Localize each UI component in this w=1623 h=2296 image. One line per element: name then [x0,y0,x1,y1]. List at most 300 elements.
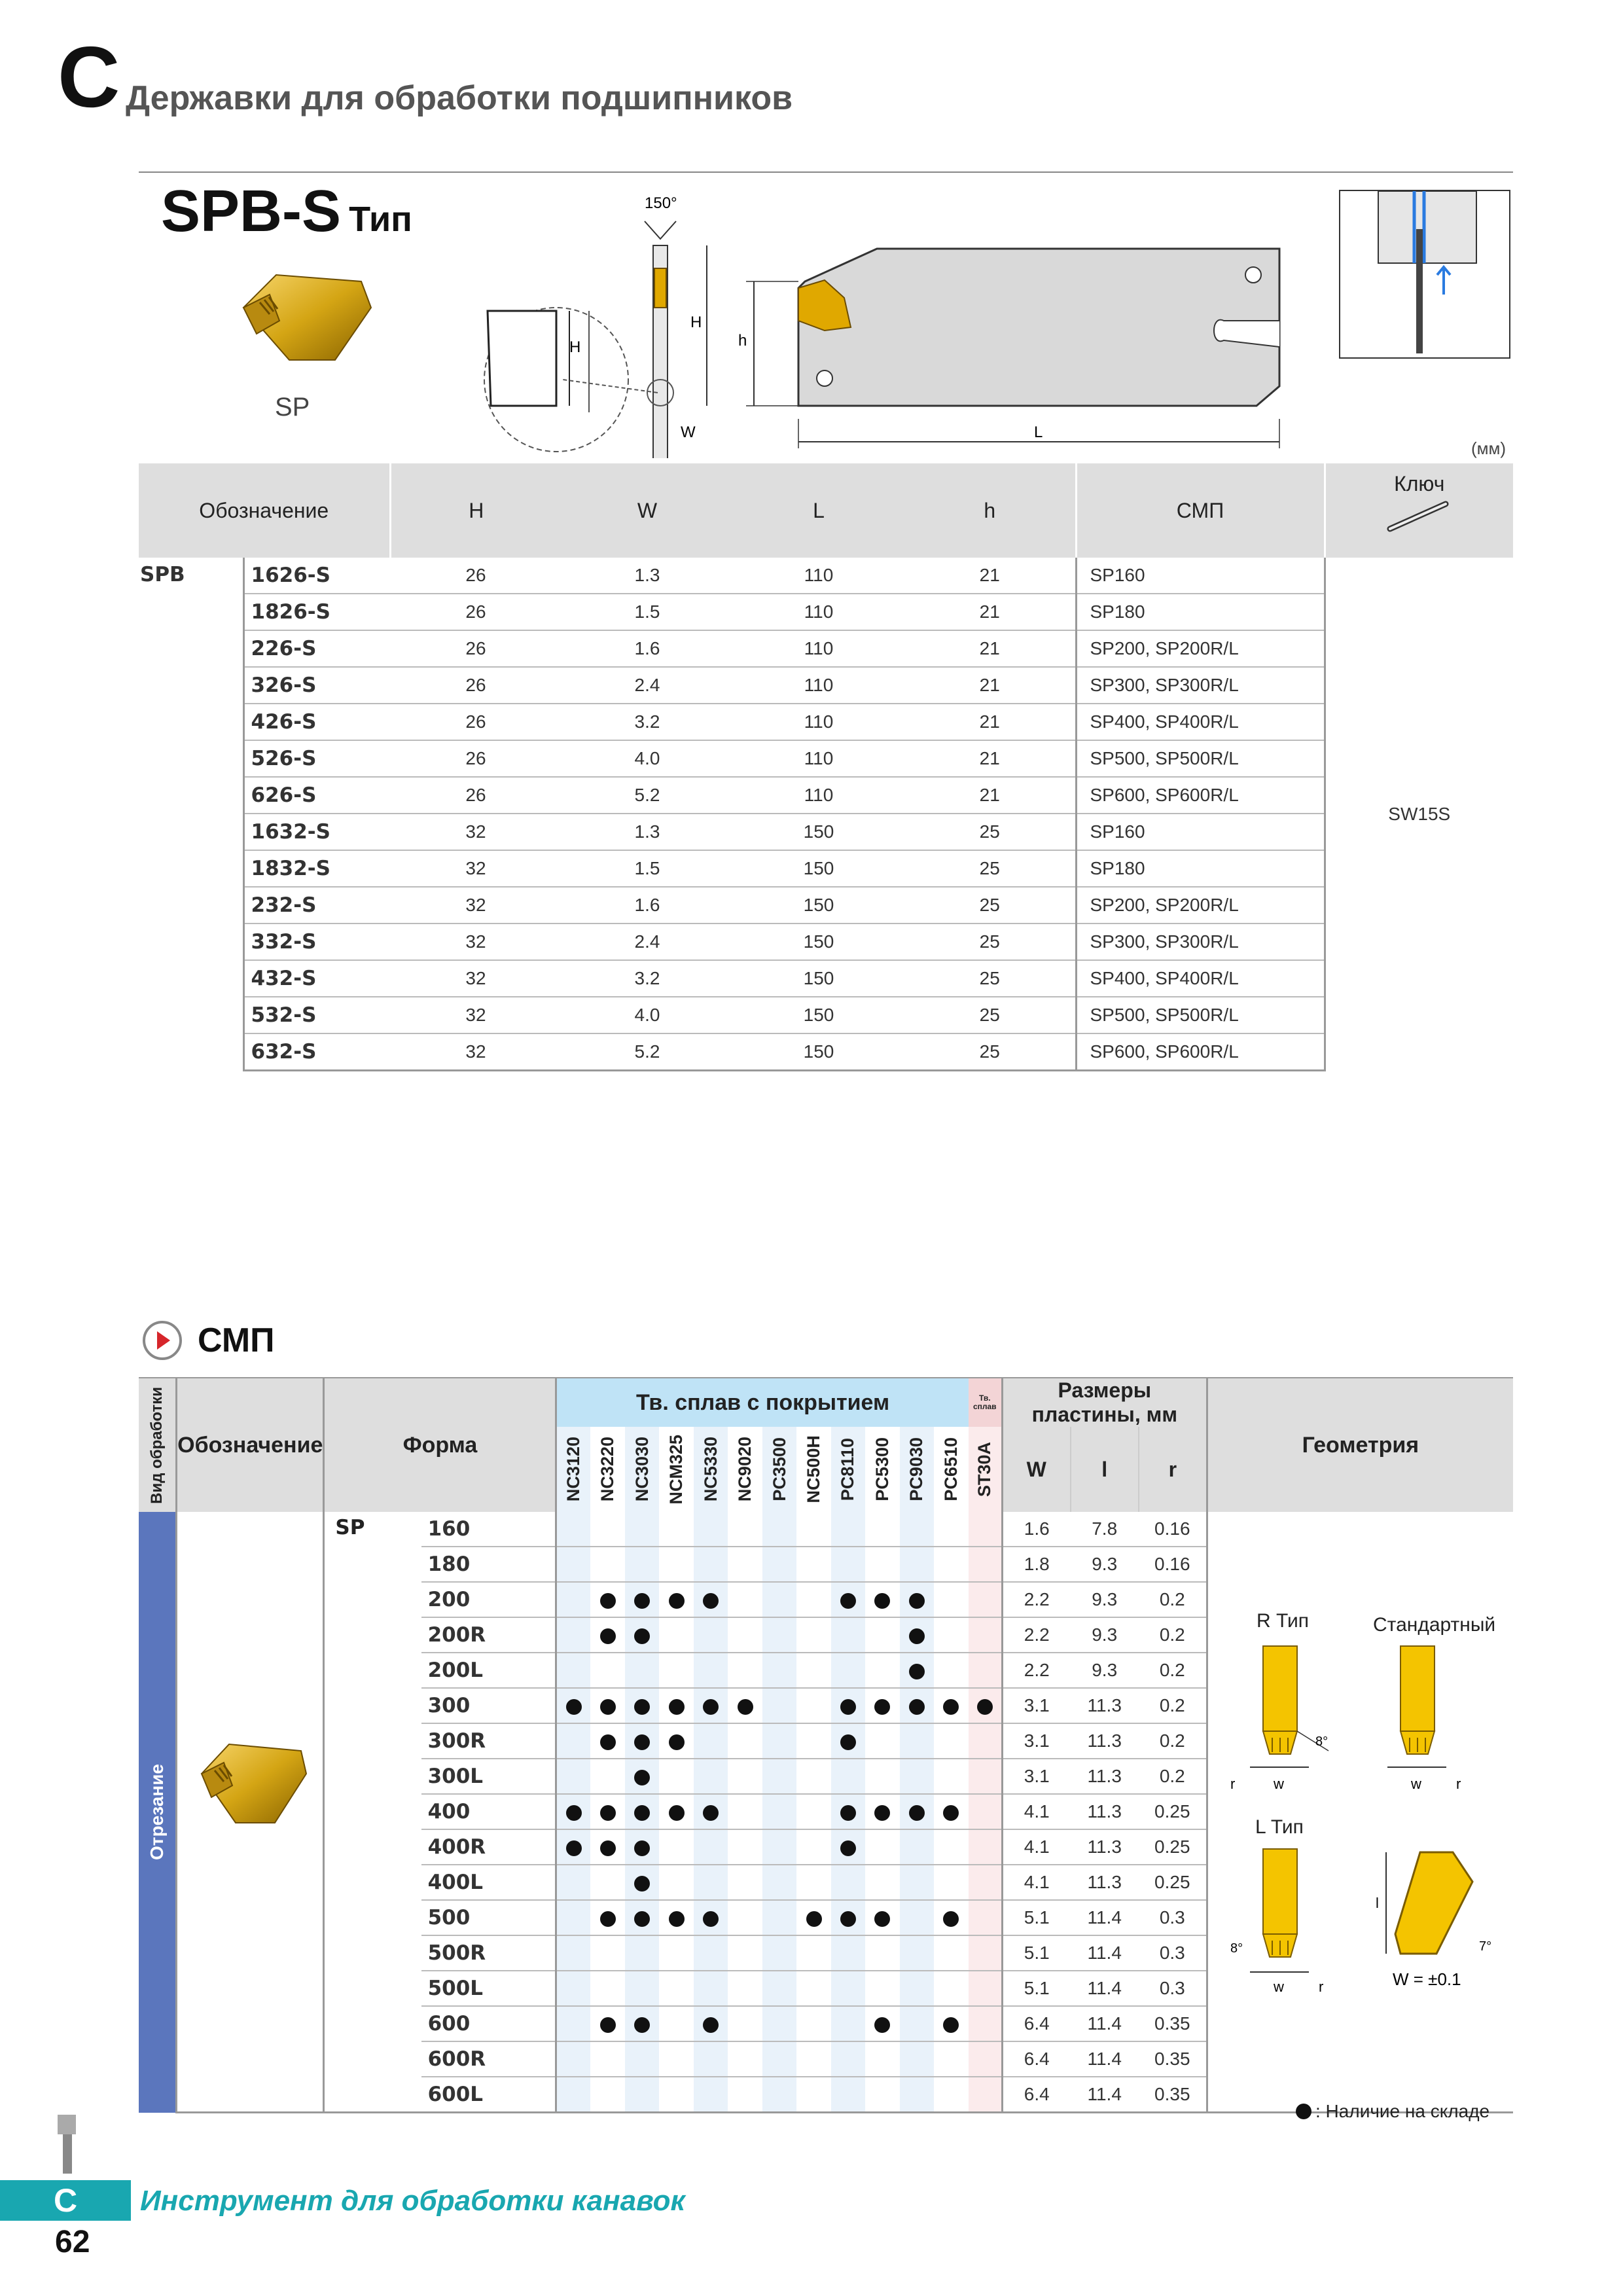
cell-dim-r: 0.2 [1139,1759,1207,1794]
grade-cell [728,1971,762,2006]
grade-cell [625,1688,659,1723]
in-stock-dot-icon [738,1699,753,1715]
cell-smp: SP300, SP300R/L [1076,667,1325,704]
col-dim-l: l [1071,1427,1139,1512]
in-stock-dot-icon [600,1699,616,1715]
grade-cell [900,1512,934,1547]
in-stock-dot-icon [634,1805,650,1821]
grade-cell [590,2041,624,2077]
grade-cell [934,1759,968,1794]
in-stock-dot-icon [634,1699,650,1715]
grade-cell [625,1653,659,1688]
grade-col [590,1427,624,1512]
grade-cell [831,1829,865,1865]
grade-cell [590,2077,624,2113]
grade-cell [728,2006,762,2041]
grade-label: ST30A [974,1441,995,1498]
in-stock-dot-icon [703,1699,719,1715]
geo-w1: w [1274,1776,1284,1792]
in-stock-dot-icon [840,1593,856,1609]
cell-smp: SP160 [1076,814,1325,850]
key-icon [1383,496,1455,535]
grade-cell [796,1971,830,2006]
grade-col [556,1427,590,1512]
in-stock-dot-icon [703,1805,719,1821]
grade-cell [659,2077,693,2113]
cell-H: 32 [390,887,562,924]
grade-label: NC3030 [632,1437,652,1502]
cell-W: 1.5 [562,850,733,887]
grade-cell [694,2077,728,2113]
holder-row [139,630,1513,667]
grade-cell [831,1653,865,1688]
cell-W: 3.2 [562,704,733,740]
cell-smp: SP180 [1076,594,1325,630]
cell-L: 150 [733,887,904,924]
grade-cell [796,1547,830,1582]
grade-cell [762,1971,796,2006]
grade-cell [590,2006,624,2041]
grade-cell [659,1865,693,1900]
grade-cell [969,1582,1003,1617]
grade-cell [659,1688,693,1723]
col-process-label: Вид обработки [148,1386,166,1504]
grade-label: NC5330 [700,1437,721,1502]
grade-cell [969,2041,1003,2077]
holder-row [139,667,1513,704]
grade-cell [831,1512,865,1547]
grade-cell [934,1935,968,1971]
cell-dim-W: 4.1 [1002,1829,1070,1865]
in-stock-dot-icon [634,2017,650,2033]
product-type-word: Тип [349,200,412,239]
cell-L: 150 [733,814,904,850]
grade-cell [625,1723,659,1759]
grade-cell [900,1582,934,1617]
grade-cell [934,1900,968,1935]
grade-cell [694,2041,728,2077]
grade-cell [831,1865,865,1900]
holder-row [139,850,1513,887]
cell-smp: SP500, SP500R/L [1076,740,1325,777]
in-stock-dot-icon [600,1805,616,1821]
grade-cell [831,1688,865,1723]
grade-cell [831,2077,865,2113]
grade-col [796,1427,830,1512]
holder-row [139,594,1513,630]
cell-dim-l: 11.4 [1071,2041,1139,2077]
col-designation2: Обозначение [177,1378,324,1512]
grade-cell [900,1688,934,1723]
cell-dim-r: 0.2 [1139,1617,1207,1653]
grade-col [900,1427,934,1512]
insert-code: 600R [421,2041,556,2077]
insert-code: 500 [421,1900,556,1935]
grade-cell [762,1653,796,1688]
grade-cell [659,1617,693,1653]
in-stock-dot-icon [669,1734,685,1750]
insert-code: 180 [421,1547,556,1582]
cell-L: 110 [733,558,904,594]
cell-dim-r: 0.3 [1139,1935,1207,1971]
in-stock-dot-icon [840,1734,856,1750]
grade-cell [590,1865,624,1900]
shape-insert-image [190,1734,308,1833]
grade-cell [900,1653,934,1688]
insert-code: 200L [421,1653,556,1688]
grade-cell [934,1794,968,1829]
col-smp: СМП [1076,463,1325,558]
holder-code: 1826-S [243,594,390,630]
cell-H: 32 [390,850,562,887]
holder-row [139,777,1513,814]
grade-cell [556,1547,590,1582]
grade-cell [900,2077,934,2113]
legend-text: : Наличие на складе [1315,2101,1490,2121]
insert-code-label: SP [275,393,310,422]
series-code: SPB [140,563,185,586]
in-stock-dot-icon [874,1805,890,1821]
grade-cell [969,1971,1003,2006]
grade-cell [900,1935,934,1971]
cell-smp: SP200, SP200R/L [1076,887,1325,924]
cell-h: 21 [904,704,1076,740]
grade-cell [865,1759,899,1794]
insert-code: 600L [421,2077,556,2113]
cell-dim-W: 2.2 [1002,1617,1070,1653]
header-rule [139,171,1513,173]
grade-cell [625,1794,659,1829]
cell-L: 150 [733,850,904,887]
cell-dim-r: 0.2 [1139,1688,1207,1723]
holder-code: 1832-S [243,850,390,887]
in-stock-dot-icon [669,1911,685,1927]
grade-cell [900,1829,934,1865]
cell-dim-r: 0.25 [1139,1865,1207,1900]
grade-col [659,1427,693,1512]
holder-code: 426-S [243,704,390,740]
cell-dim-W: 6.4 [1002,2006,1070,2041]
grade-cell [590,1971,624,2006]
grade-cell [625,1512,659,1547]
dim-L-label: L [1034,423,1043,441]
cell-dim-l: 11.3 [1071,1688,1139,1723]
cell-H: 26 [390,777,562,814]
cell-L: 150 [733,924,904,960]
cell-dim-l: 9.3 [1071,1617,1139,1653]
grade-cell [969,1547,1003,1582]
in-stock-dot-icon [600,1628,616,1644]
grade-col [865,1427,899,1512]
cell-smp: SP400, SP400R/L [1076,960,1325,997]
grade-cell [934,2041,968,2077]
grade-cell [831,1617,865,1653]
grade-cell [590,1723,624,1759]
grade-cell [865,1794,899,1829]
grade-cell [659,1900,693,1935]
grade-label: NCM325 [666,1434,687,1505]
cell-dim-l: 11.3 [1071,1759,1139,1794]
grade-cell [865,2041,899,2077]
grade-cell [625,1759,659,1794]
process-bar [139,1512,177,2113]
in-stock-dot-icon [703,1593,719,1609]
cell-W: 4.0 [562,740,733,777]
dim-W-label: W [681,423,696,441]
grade-cell [556,1865,590,1900]
grade-cell [865,1723,899,1759]
cell-h: 25 [904,997,1076,1033]
cell-h: 21 [904,667,1076,704]
grade-cell [900,1723,934,1759]
cell-dim-r: 0.35 [1139,2041,1207,2077]
cell-H: 32 [390,814,562,850]
grade-cell [934,1723,968,1759]
in-stock-dot-icon [600,1911,616,1927]
grade-cell [900,1865,934,1900]
grade-cell [556,1512,590,1547]
geo-l: l [1376,1895,1379,1911]
grade-cell [762,1759,796,1794]
holder-row [139,740,1513,777]
grade-cell [796,1582,830,1617]
grade-cell [694,2006,728,2041]
holder-code: 1626-S [243,558,390,594]
grade-cell [556,1900,590,1935]
grade-label: NC3120 [563,1437,584,1502]
in-stock-dot-icon [669,1699,685,1715]
grade-cell [796,1900,830,1935]
cell-H: 32 [390,997,562,1033]
grade-cell [865,1935,899,1971]
dim-H-label: H [690,314,702,331]
in-stock-dot-icon [840,1805,856,1821]
grade-cell [934,1971,968,2006]
cell-dim-r: 0.35 [1139,2077,1207,2113]
grade-cell [934,1688,968,1723]
grade-cell [659,1512,693,1547]
cell-h: 21 [904,558,1076,594]
grade-cell [659,2006,693,2041]
in-stock-dot-icon [669,1593,685,1609]
grade-cell [556,1723,590,1759]
grade-cell [694,1688,728,1723]
grade-cell [762,1829,796,1865]
geo-bottom-drawings [1224,1842,1512,2003]
grade-cell [625,1900,659,1935]
grade-cell [659,1547,693,1582]
grade-cell [728,2077,762,2113]
grade-col [728,1427,762,1512]
cell-smp: SP300, SP300R/L [1076,924,1325,960]
holder-row [139,997,1513,1033]
cell-h: 25 [904,814,1076,850]
grade-cell [556,1971,590,2006]
cell-dim-r: 0.2 [1139,1582,1207,1617]
holder-code: 1632-S [243,814,390,850]
cell-dim-r: 0.35 [1139,2006,1207,2041]
cell-h: 21 [904,594,1076,630]
key-label: Ключ [1394,472,1445,495]
grade-cell [762,1512,796,1547]
in-stock-dot-icon [840,1699,856,1715]
cell-dim-l: 11.4 [1071,1971,1139,2006]
grade-col [934,1427,968,1512]
cell-L: 110 [733,777,904,814]
grade-cell [556,1688,590,1723]
holder-code: 632-S [243,1033,390,1071]
grade-cell [969,1723,1003,1759]
grade-cell [694,1512,728,1547]
cell-h: 21 [904,630,1076,667]
cell-h: 21 [904,777,1076,814]
geo-r-type: R Тип [1257,1610,1310,1632]
grade-cell [934,2006,968,2041]
grade-cell [625,2077,659,2113]
cell-H: 32 [390,1033,562,1071]
insert-code: 300L [421,1759,556,1794]
cell-dim-W: 2.2 [1002,1653,1070,1688]
in-stock-dot-icon [566,1840,582,1856]
grade-label: NC9020 [735,1437,755,1502]
cell-dim-r: 0.25 [1139,1794,1207,1829]
grade-cell [762,2006,796,2041]
grade-label: PC3500 [769,1437,789,1501]
cell-smp: SP600, SP600R/L [1076,777,1325,814]
grade-cell [625,2006,659,2041]
cell-smp: SP200, SP200R/L [1076,630,1325,667]
grade-cell [969,1935,1003,1971]
grade-cell [865,1653,899,1688]
cut-detail-image [1339,190,1510,359]
cell-dim-W: 5.1 [1002,1935,1070,1971]
cell-W: 2.4 [562,924,733,960]
grade-cell [969,1865,1003,1900]
cell-dim-r: 0.16 [1139,1547,1207,1582]
cell-dim-l: 9.3 [1071,1653,1139,1688]
grade-cell [762,1547,796,1582]
insert-code: 500R [421,1935,556,1971]
cell-dim-l: 9.3 [1071,1547,1139,1582]
grade-cell [590,1900,624,1935]
dim-h-label: h [738,332,747,350]
grade-cell [728,1547,762,1582]
grade-cell [796,1723,830,1759]
in-stock-dot-icon [566,1805,582,1821]
grade-cell [694,1653,728,1688]
in-stock-dot-icon [669,1805,685,1821]
grade-cell [659,1829,693,1865]
insert-code: 200 [421,1582,556,1617]
col-h: h [904,463,1076,558]
in-stock-dot-icon [634,1593,650,1609]
col-W: W [562,463,733,558]
holder-row [139,1033,1513,1071]
cell-smp: SP180 [1076,850,1325,887]
grade-cell [796,2041,830,2077]
holder-row [139,558,1513,594]
grade-cell [728,1829,762,1865]
in-stock-dot-icon [634,1911,650,1927]
cell-dim-W: 2.2 [1002,1582,1070,1617]
grade-cell [831,1582,865,1617]
page-number: 62 [55,2225,90,2259]
in-stock-dot-icon [600,1734,616,1750]
grade-cell [762,1865,796,1900]
cell-dim-l: 9.3 [1071,1582,1139,1617]
cell-W: 5.2 [562,1033,733,1071]
grade-col [831,1427,865,1512]
insert-code: 400R [421,1829,556,1865]
grade-cell [694,1759,728,1794]
grade-cell [796,1617,830,1653]
grade-cell [831,1900,865,1935]
tool-icon [54,2111,80,2176]
holder-drawing [458,190,1296,458]
grade-label: NC500H [804,1435,824,1503]
col-designation: Обозначение [139,463,390,558]
in-stock-dot-icon [600,1840,616,1856]
detail-dim-H: H [569,338,581,356]
geo-tolerance: W = ±0.1 [1393,1969,1461,1989]
insert-code: 160 [421,1512,556,1547]
in-stock-dot-icon [600,1593,616,1609]
cell-h: 25 [904,960,1076,997]
cell-H: 26 [390,630,562,667]
footer-section-tab: C [0,2180,131,2221]
grade-cell [762,2077,796,2113]
grade-cell [728,1653,762,1688]
cell-L: 110 [733,740,904,777]
cell-dim-W: 1.8 [1002,1547,1070,1582]
grade-cell [796,1653,830,1688]
col-dim-r: r [1139,1427,1207,1512]
grade-cell [590,1547,624,1582]
insert-series: SP [324,1512,421,2113]
grade-cell [590,1794,624,1829]
cell-smp: SP400, SP400R/L [1076,704,1325,740]
insert-code: 200R [421,1617,556,1653]
grade-cell [659,2041,693,2077]
grade-label: PC8110 [838,1437,858,1501]
cell-H: 26 [390,594,562,630]
insert-code: 400 [421,1794,556,1829]
grade-cell [865,1688,899,1723]
grade-cell [728,1582,762,1617]
col-key [1325,463,1513,558]
cell-dim-W: 3.1 [1002,1723,1070,1759]
in-stock-dot-icon [909,1628,925,1644]
cell-h: 25 [904,924,1076,960]
grade-cell [796,1935,830,1971]
grade-cell [969,1829,1003,1865]
grade-cell [796,2006,830,2041]
cell-W: 1.5 [562,594,733,630]
grade-cell [728,1759,762,1794]
grade-cell [728,1688,762,1723]
cell-dim-W: 4.1 [1002,1865,1070,1900]
in-stock-dot-icon [874,1911,890,1927]
holder-code: 332-S [243,924,390,960]
grade-cell [694,1829,728,1865]
grade-cell [625,1582,659,1617]
in-stock-dot-icon [874,2017,890,2033]
col-coated: Тв. сплав с покрытием [556,1378,969,1427]
product-name: SPB-S [161,179,342,244]
grade-cell [556,1653,590,1688]
page-title: Державки для обработки подшипников [126,79,793,117]
grade-cell [625,1617,659,1653]
